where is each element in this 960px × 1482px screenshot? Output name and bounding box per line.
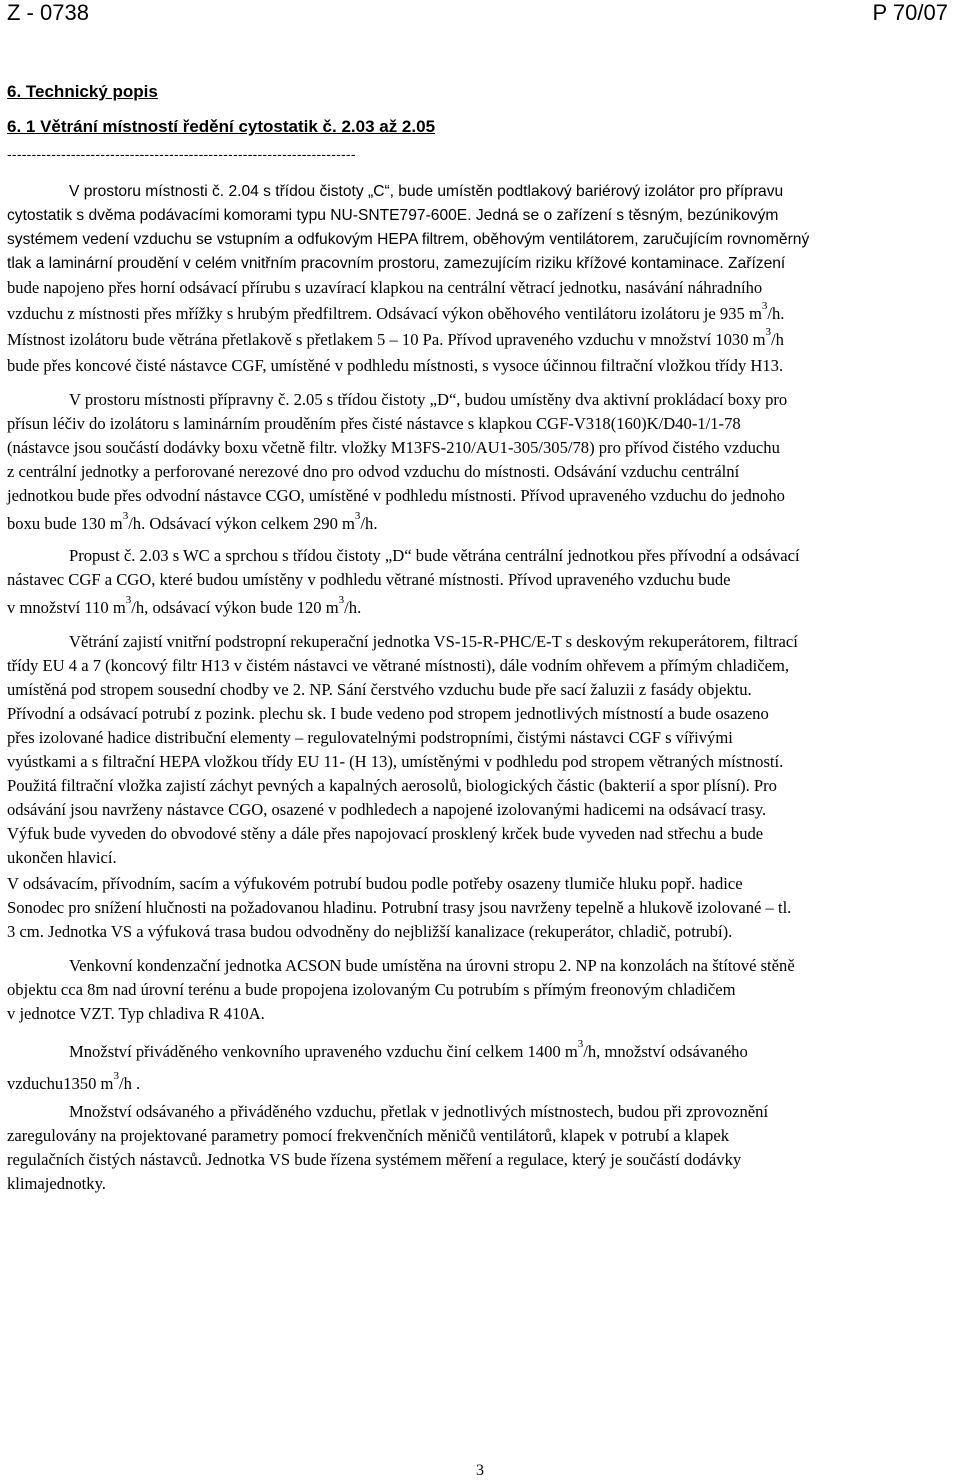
text-line: tlak a laminární proudění v celém vnitřním pracovním prostoru, zamezujícím riziku křížové kontaminace. Zařízení: [7, 255, 786, 272]
text-line: ukončen hlavicí.: [7, 848, 117, 867]
text-line: vyústkami a s filtrační HEPA vložkou třídy EU 11- (H 13), umístěnými v podhledu pod stropem větraných místností.: [7, 752, 784, 771]
text-line: odsávání jsou navrženy nástavce CGO, osazené v podhledech a napojené izolovanými hadicemi na odsávací trasy.: [7, 800, 767, 819]
document-code: Z - 0738: [7, 0, 89, 25]
text-line: z centrální jednotky a perforované nerezové dno pro odvod vzduchu do místnosti. Odsávání vzduchu centrální: [7, 462, 740, 481]
section-heading: 6. Technický popis: [7, 82, 158, 101]
text-line: Venkovní kondenzační jednotka ACSON bude umístěna na úrovni stropu 2. NP na konzolách na štítové stěně: [69, 956, 795, 975]
text-line: bude napojeno přes horní odsávací přírubu s uzavírací klapkou na centrální větrací jednotku, nasávání náhradního: [7, 278, 763, 297]
text-line: systémem vedení vzduchu se vstupním a odfukovým HEPA filtrem, oběhovým ventilátorem, zaručujícím rovnoměrný: [7, 231, 810, 248]
text-line: bude přes koncové čisté nástavce CGF, umístěné v podhledu místnosti, s vysoce účinnou filtrační vložkou třídy H13.: [7, 356, 784, 375]
text-line: klimajednotky.: [7, 1174, 106, 1193]
text-line: Propust č. 2.03 s WC a sprchou s třídou čistoty „D“ bude větrána centrální jednotkou přes přívodní a odsávací: [69, 546, 800, 565]
text-line: objektu cca 8m nad úrovní terénu a bude propojena izolovaným Cu potrubím s přímým freonovým chladičem: [7, 980, 736, 999]
text-line: Větrání zajistí vnitřní podstropní rekuperační jednotka VS-15-R-PHC/E-T s deskovým rekuperátorem, filtrací: [69, 632, 798, 651]
text-line: cytostatik s dvěma podávacími komorami typu NU-SNTE797-600E. Jedná se o zařízení s těsným, bezúnikovým: [7, 207, 779, 224]
text-line: Množství odsávaného a přiváděného vzduchu, přetlak v jednotlivých místnostech, budou při zprovoznění: [69, 1102, 769, 1121]
text-line: vzduchu z místnosti přes mřížky s hrubým předfiltrem. Odsávací výkon oběhového ventilátoru izolátoru je 935 $m^3/h$.: [7, 300, 785, 323]
text-line: v množství 110 $m^3/h$, odsávací výkon bude 120 $m^3/h$.: [7, 594, 362, 617]
text-line: (nástavce jsou součástí dodávky boxu včetně filtr. vložky M13FS-210/AU1-305/305/78) pro přívod čistého vzduchu: [7, 438, 780, 457]
text-line: jednotkou bude přes odvodní nástavce CGO, umístěné v podhledu místnosti. Přívod upraveného vzduchu do jednoho: [7, 486, 785, 505]
text-line: Přívodní a odsávací potrubí z pozink. plechu sk. I bude vedeno pod stropem jednotlivých místností a bude osazeno: [7, 704, 769, 723]
paragraph-regulation: [7, 1100, 955, 1196]
paragraph-silencers: [7, 872, 955, 944]
text-line: třídy EU 4 a 7 (koncový filtr H13 v čistém nástavci ve větrané místnosti), dále vodním ohřevem a přímým chladičem,: [7, 656, 790, 675]
paragraph-isolator: [7, 180, 955, 378]
text-line: zaregulovány na projektované parametry pomocí frekvenčních měničů ventilátorů, klapek v potrubí a klapek: [7, 1126, 730, 1145]
text-line: přísun léčiv do izolátoru s laminárním prouděním přes čisté nástavce s klapkou CGF-V318(160)K/D40-1/1-78: [7, 414, 741, 433]
text-line: regulačních čistých nástavců. Jednotka VS bude řízena systémem měření a regulace, který je součástí dodávky: [7, 1150, 742, 1169]
text-line: V odsávacím, přívodním, sacím a výfukovém potrubí budou podle potřeby osazeny tlumiče hluku popř. hadice: [7, 874, 743, 893]
text-line: vzduchu1350 $m^3/h$ .: [7, 1070, 141, 1093]
paragraph-preparation-room: [7, 388, 955, 538]
text-line: Výfuk bude vyveden do obvodové stěny a dále přes napojovací prosklený krček bude vyveden nad střechu a bude: [7, 824, 764, 843]
text-line: Použitá filtrační vložka zajistí záchyt pevných a kapalných aerosolů, biologických částic (bakterií a spor plísní). Pro: [7, 776, 777, 795]
text-line: V prostoru místnosti přípravny č. 2.05 s třídou čistoty „D“, budou umístěny dva aktivní prokládací boxy pro: [69, 390, 788, 409]
text-line: Místnost izolátoru bude větrána přetlakově s přetlakem 5 – 10 Pa. Přívod upraveného vzduchu v množství 1030 $m^3/h$: [7, 326, 784, 349]
text-line: umístěná pod stropem sousední chodby ve 2. NP. Sání čerstvého vzduchu bude pře sací žaluzii z fasády objektu.: [7, 680, 752, 699]
text-line: nástavec CGF a CGO, které budou umístěny v podhledu větrané místnosti. Přívod upraveného vzduchu bude: [7, 570, 731, 589]
text-line: 3 cm. Jednotka VS a výfuková trasa budou odvodněny do nejbližší kanalizace (rekuperátor, chladič, potrubí).: [7, 922, 733, 941]
paragraph-ventilation-unit: [7, 630, 955, 870]
text-line: boxu bude 130 $m^3/h$. Odsávací výkon celkem 290 $m^3/h$.: [7, 510, 378, 533]
project-number: P 70/07: [872, 0, 948, 25]
subsection-heading: 6. 1 Větrání místností ředění cytostatik č. 2.03 až 2.05: [7, 117, 436, 136]
paragraph-condensing-unit: [7, 954, 955, 1026]
text-line: V prostoru místnosti č. 2.04 s třídou čistoty „C“, bude umístěn podtlakový bariérový izolátor pro přípravu: [69, 183, 784, 200]
text-line: Sonodec pro snížení hlučnosti na požadovanou hladinu. Potrubní trasy jsou navrženy tepelně a hlukově izolované – tl.: [7, 898, 792, 917]
text-line: v jednotce VZT. Typ chladiva R 410A.: [7, 1004, 265, 1023]
page-number: 3: [476, 1462, 484, 1479]
paragraph-airlock: [7, 544, 955, 622]
text-line: Množství přiváděného venkovního upraveného vzduchu činí celkem 1400 $m^3/h$, množství odsávaného: [69, 1038, 748, 1061]
dashed-divider: -----------------------------------------------------------------------: [7, 146, 356, 162]
text-line: přes izolované hadice distribuční elementy – regulovatelnými podstropními, čistými nástavci CGF s vířivými: [7, 728, 733, 747]
paragraph-air-quantity: [7, 1040, 955, 1098]
